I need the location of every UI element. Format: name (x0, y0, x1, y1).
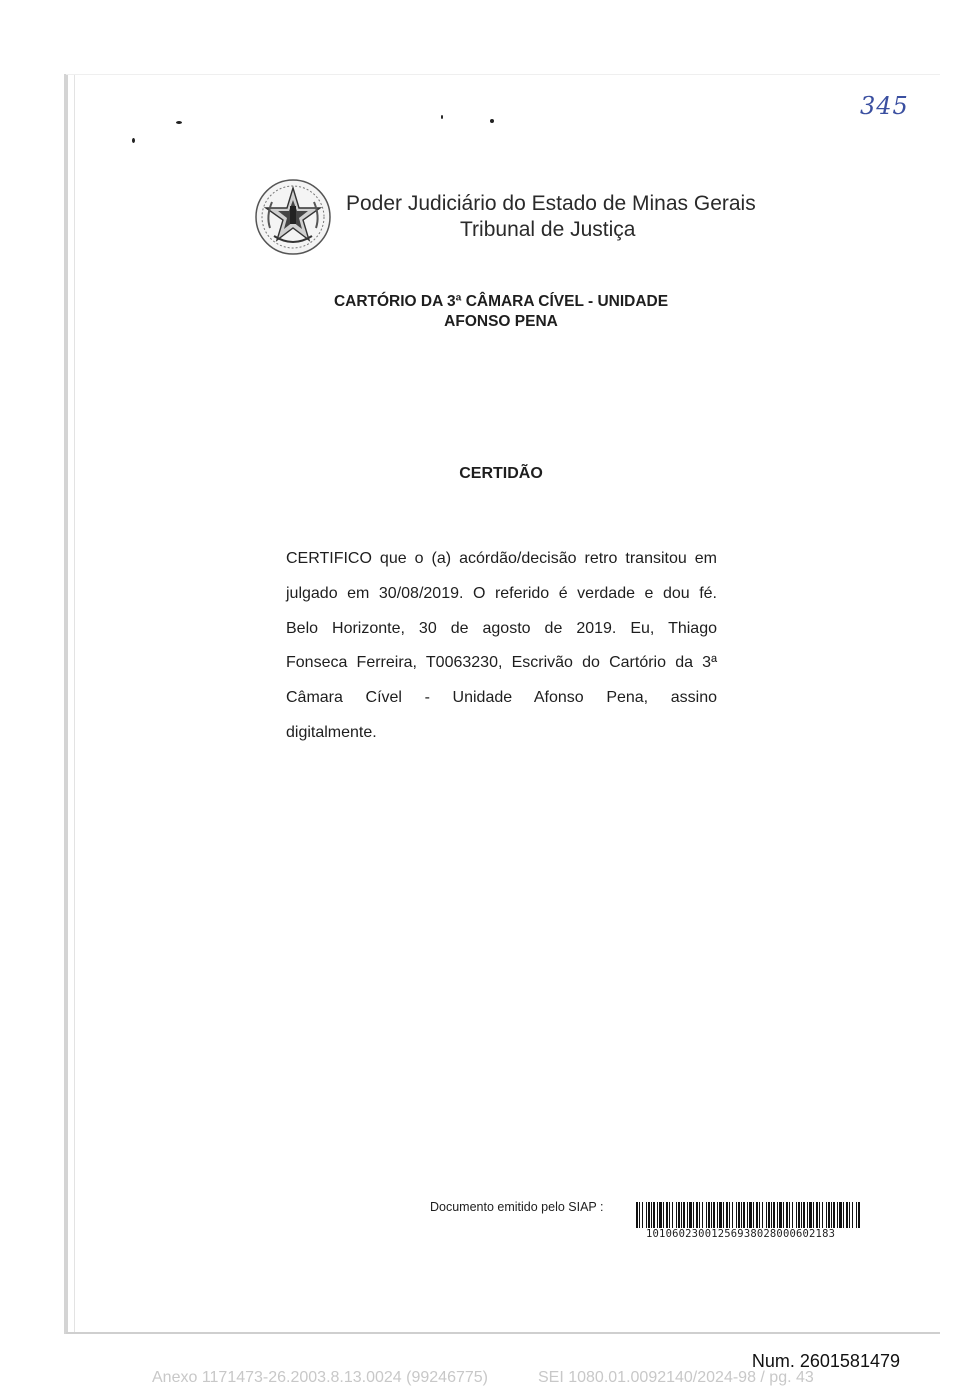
scan-speck (441, 115, 443, 119)
certificate-line: Fonseca Ferreira, T0063230, Escrivão do Cartório da 3ª (286, 654, 717, 672)
office-line-2: AFONSO PENA (444, 313, 558, 330)
barcode-number: 10106023001256938028000602183 (646, 1228, 836, 1240)
certificate-line: julgado em 30/08/2019. O referido é verdade e dou fé. (286, 584, 717, 602)
certificate-line: digitalmente. (286, 723, 377, 741)
barcode-icon (636, 1202, 862, 1228)
scan-speck (490, 119, 494, 123)
document-number: Num. 2601581479 (751, 1351, 900, 1371)
office-heading (286, 292, 716, 332)
certificate-line: Belo Horizonte, 30 de agosto de 2019. Eu, Thiago (286, 619, 717, 637)
scan-edge-top (66, 74, 940, 75)
sei-reference: SEI 1080.01.0092140/2024-98 / pg. 43 (538, 1369, 814, 1386)
certificate-title: CERTIDÃO (459, 465, 543, 482)
office-line-1: CARTÓRIO DA 3ª CÂMARA CÍVEL - UNIDADE (333, 293, 669, 310)
scan-edge-left-inner (74, 74, 75, 1334)
certificate-line: CERTIFICO que o (a) acórdão/decisão retro transitou em (286, 550, 717, 567)
handwritten-page-number: 345 (860, 92, 909, 120)
scan-speck (176, 121, 182, 124)
scan-speck (132, 138, 135, 143)
scan-edge-bottom (66, 1332, 940, 1334)
siap-label: Documento emitido pelo SIAP : (430, 1200, 604, 1214)
annex-reference: Anexo 1171473-26.2003.8.13.0024 (99246775) (152, 1369, 488, 1386)
institution-name: Poder Judiciário do Estado de Minas Gerais (346, 192, 756, 215)
coat-of-arms-icon (254, 178, 332, 256)
certificate-line: Câmara Cível - Unidade Afonso Pena, assino (286, 689, 717, 707)
scan-edge-left (64, 74, 68, 1334)
certificate-body (286, 546, 717, 755)
court-name: Tribunal de Justiça (460, 218, 636, 241)
